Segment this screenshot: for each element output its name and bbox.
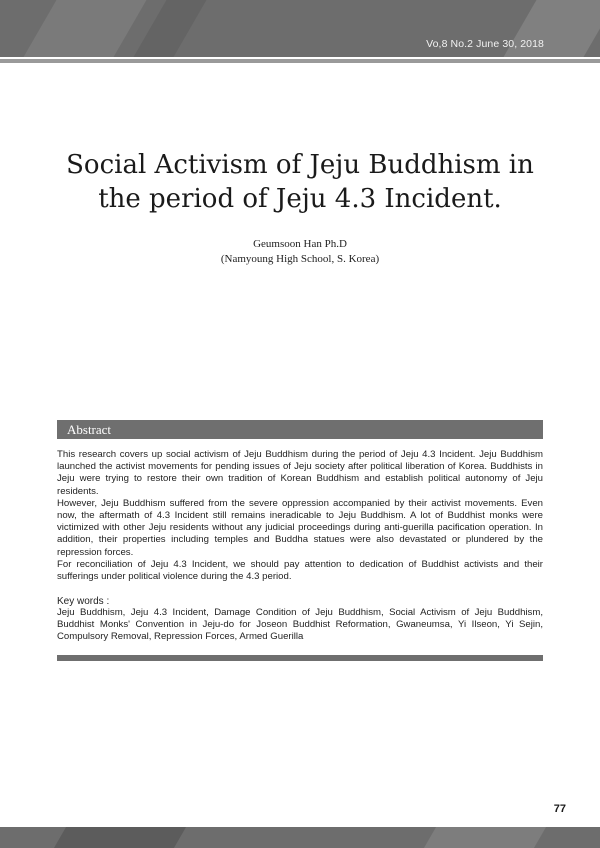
title-line-1: Social Activism of Jeju Buddhism in bbox=[66, 150, 534, 180]
keywords-text: Jeju Buddhism, Jeju 4.3 Incident, Damage Condition of Jeju Buddhism, Social Activism of Jeju Buddhism, Buddhist Monks' Convention in Jeju-do for Joseon Buddhist Reformation, Gwaneumsa, Yi Ilseon, Yi Sejin, Compulsory Removal, Repression Forces, Armed Guerilla bbox=[57, 607, 543, 643]
author-affiliation: (Namyoung High School, S. Korea) bbox=[220, 253, 380, 265]
abstract-paragraph-1: This research covers up social activism of Jeju Buddhism during the period of Jeju 4.3 Incident. Jeju Buddhism launched the activist movements for pending issues of Jeju society after political liberation of Korea. Buddhists in Jeju were trying to restore their own tradition of Korean Buddhism and establish political autonomy of Jeju residents. bbox=[57, 449, 543, 497]
footer-decoration bbox=[54, 827, 186, 848]
header-decoration bbox=[24, 0, 147, 57]
abstract-paragraph-3: For reconciliation of Jeju 4.3 Incident, we should pay attention to dedication of Buddhist activists and their sufferings under political violence during the 4.3 period. bbox=[57, 558, 543, 583]
section-end-rule bbox=[57, 655, 543, 661]
keywords-heading: Key words : bbox=[57, 596, 110, 607]
header-decoration bbox=[134, 0, 207, 57]
abstract-paragraph-2: However, Jeju Buddhism suffered from the severe oppression accompanied by their activist movements. Even now, the aftermath of 4.3 Incident still remains ineradicable to Jeju Buddhism. A lot of Buddhist monks were victimized with other Jeju residents without any judicial proceedings during anti-guerilla pacification operation. In addition, their properties including temples and Buddha statues were also devastated or plundered by the repression forces. bbox=[57, 497, 543, 558]
author-name: Geumsoon Han Ph.D bbox=[253, 238, 347, 250]
paper-title bbox=[40, 148, 560, 216]
author-block bbox=[100, 237, 500, 267]
abstract-body bbox=[57, 449, 543, 583]
page-number: 77 bbox=[553, 803, 566, 815]
abstract-heading: Abstract bbox=[67, 422, 112, 437]
issue-info: Vo,8 No.2 June 30, 2018 bbox=[426, 38, 544, 50]
footer-decoration bbox=[424, 827, 546, 848]
journal-header-band bbox=[0, 0, 600, 57]
footer-band bbox=[0, 827, 600, 848]
title-line-2: the period of Jeju 4.3 Incident. bbox=[98, 184, 502, 214]
abstract-heading-bar bbox=[57, 420, 543, 439]
header-rule bbox=[0, 59, 600, 63]
